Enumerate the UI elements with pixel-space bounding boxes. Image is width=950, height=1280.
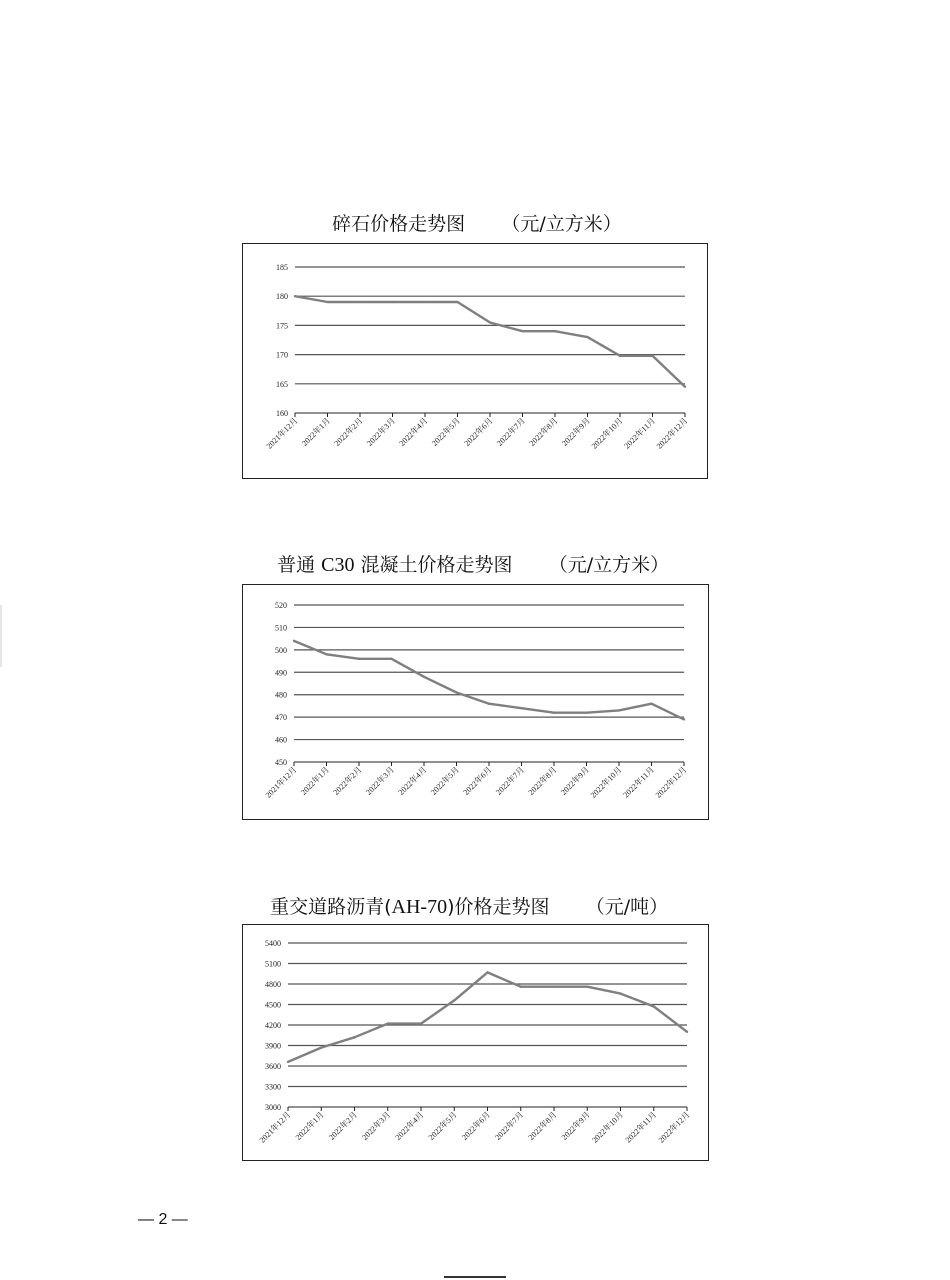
chart2-y-tick-label: 510 — [275, 623, 287, 633]
chart3-x-tick-label: 2021年12月 — [257, 1110, 293, 1145]
chart2-x-tick-label: 2022年6月 — [461, 765, 494, 797]
chart2-x-tick-label: 2022年5月 — [429, 765, 461, 797]
chart3-data-point — [320, 1046, 322, 1048]
chart3-y-tick-label: 3600 — [265, 1062, 281, 1071]
chart3-title — [258, 871, 668, 919]
chart2-data-point — [683, 718, 685, 720]
chart2-y-tick-label: 450 — [275, 758, 287, 767]
chart2-data-point — [455, 691, 457, 693]
chart3-x-tick-label: 2022年4月 — [393, 1110, 426, 1142]
chart3-x-tick-label: 2022年6月 — [460, 1110, 492, 1142]
chart1-frame — [242, 243, 708, 479]
scan-mark — [444, 1276, 506, 1278]
chart1-series-line — [295, 296, 685, 387]
chart1-x-tick-label: 2022年7月 — [495, 416, 527, 448]
chart3-y-tick-label: 3000 — [265, 1103, 281, 1112]
chart2-title — [265, 529, 669, 577]
chart2-y-tick-label: 460 — [275, 735, 287, 745]
chart2-data-point — [520, 707, 522, 709]
chart3-y-tick-label: 3900 — [265, 1041, 281, 1051]
chart1-data-point — [489, 321, 491, 323]
chart1-data-point — [326, 301, 328, 303]
chart2-y-tick-label: 490 — [275, 668, 287, 678]
chart1-data-point — [554, 330, 556, 332]
chart1-data-point — [294, 295, 296, 297]
chart3-y-tick-label: 4200 — [265, 1021, 281, 1030]
chart2-title-text: 普通 C30 混凝土价格走势图 — [277, 554, 513, 576]
chart3-x-tick-label: 2022年7月 — [493, 1110, 526, 1142]
chart3-data-point — [653, 1005, 655, 1007]
chart1-data-point — [684, 386, 686, 388]
chart1-x-tick-label: 2022年4月 — [397, 416, 430, 448]
chart1-data-point — [619, 355, 621, 357]
chart2-x-tick-label: 2022年8月 — [526, 765, 559, 797]
chart3-frame — [242, 924, 709, 1161]
chart3-y-tick-label: 4800 — [265, 980, 281, 989]
chart2-y-tick-label: 470 — [275, 713, 287, 723]
chart2-data-point — [553, 711, 555, 713]
chart2-x-tick-label: 2022年7月 — [494, 765, 526, 797]
chart3-x-tick-label: 2022年5月 — [426, 1110, 459, 1142]
chart2-data-point — [325, 653, 327, 655]
chart2-data-point — [358, 658, 360, 660]
chart2-x-tick-label: 2022年3月 — [364, 765, 396, 797]
chart1-data-point — [359, 301, 361, 303]
page-number: — 2 — — [138, 1211, 188, 1228]
chart2-x-tick-label: 2022年1月 — [299, 765, 331, 797]
chart2-unit: （元/立方米） — [548, 554, 670, 576]
chart2-series-line — [294, 641, 684, 720]
chart2-frame — [242, 584, 709, 820]
chart2-x-tick-label: 2022年12月 — [653, 765, 689, 800]
chart3-title-gap — [549, 896, 585, 918]
chart3-x-tick-label: 2022年11月 — [623, 1110, 659, 1145]
chart1-y-tick-label: 160 — [276, 409, 288, 418]
chart1-y-tick-label: 175 — [276, 321, 288, 331]
chart3-data-point — [486, 971, 488, 973]
chart1-y-tick-label: 170 — [276, 350, 288, 360]
chart3-x-tick-label: 2022年3月 — [360, 1110, 393, 1142]
chart2-x-tick-label: 2022年2月 — [331, 765, 364, 797]
chart2-data-point — [390, 658, 392, 660]
chart2-y-tick-label: 480 — [275, 690, 287, 700]
chart3-data-point — [553, 986, 555, 988]
chart1-y-tick-label: 185 — [276, 263, 288, 272]
chart2-x-tick-label: 2022年9月 — [559, 765, 591, 797]
chart3-x-tick-label: 2022年2月 — [327, 1110, 359, 1142]
chart3-data-point — [619, 992, 621, 994]
chart3-y-tick-label: 5100 — [265, 959, 281, 969]
chart1-unit: （元/立方米） — [501, 213, 622, 235]
chart1-y-tick-label: 180 — [276, 292, 288, 302]
chart3-x-tick-label: 2022年8月 — [526, 1110, 559, 1142]
chart3-data-point — [586, 986, 588, 988]
chart1-x-tick-label: 2022年6月 — [462, 416, 495, 448]
chart3-x-tick-label: 2022年10月 — [590, 1110, 625, 1145]
chart1-x-tick-label: 2022年8月 — [527, 416, 560, 448]
chart1-data-point — [521, 330, 523, 332]
chart1-data-point — [391, 301, 393, 303]
chart2-x-tick-label: 2022年11月 — [621, 765, 656, 800]
chart1-x-tick-label: 2021年12月 — [264, 416, 300, 451]
chart3-data-point — [353, 1036, 355, 1038]
chart3-y-tick-label: 4500 — [265, 1000, 281, 1010]
chart1-x-tick-label: 2022年11月 — [622, 416, 657, 451]
chart1-x-tick-label: 2022年1月 — [300, 416, 332, 448]
chart3-data-point — [420, 1022, 422, 1024]
chart2-plot — [243, 585, 710, 821]
chart2-data-point — [423, 676, 425, 678]
chart3-y-tick-label: 3300 — [265, 1082, 281, 1092]
chart3-x-tick-label: 2022年1月 — [293, 1110, 326, 1142]
chart3-data-point — [453, 999, 455, 1001]
chart2-data-point — [293, 640, 295, 642]
chart3-plot — [243, 925, 710, 1162]
chart1-x-tick-label: 2022年10月 — [589, 416, 625, 451]
chart1-data-point — [586, 336, 588, 338]
chart1-x-tick-label: 2022年3月 — [365, 416, 397, 448]
chart3-data-point — [387, 1022, 389, 1024]
chart2-x-tick-label: 2022年4月 — [396, 765, 429, 797]
chart2-data-point — [618, 709, 620, 711]
chart1-title — [320, 188, 622, 236]
chart2-x-tick-label: 2022年10月 — [588, 765, 624, 800]
chart2-y-tick-label: 520 — [275, 601, 287, 610]
chart3-unit: （元/吨） — [585, 896, 669, 918]
chart3-data-point — [686, 1031, 688, 1033]
chart3-x-tick-label: 2022年12月 — [656, 1110, 692, 1145]
chart3-y-tick-label: 5400 — [265, 939, 281, 948]
chart1-data-point — [424, 301, 426, 303]
chart2-y-tick-label: 500 — [275, 645, 287, 655]
chart2-data-point — [585, 711, 587, 713]
chart1-plot — [243, 244, 709, 480]
chart3-data-point — [287, 1061, 289, 1063]
chart1-x-tick-label: 2022年2月 — [332, 416, 365, 448]
chart1-y-tick-label: 165 — [276, 379, 288, 389]
chart3-series-line — [288, 972, 687, 1062]
chart1-title-text: 碎石价格走势图 — [332, 213, 466, 235]
chart2-title-gap — [513, 554, 549, 576]
chart1-data-point — [456, 301, 458, 303]
chart1-x-tick-label: 2022年9月 — [560, 416, 592, 448]
chart2-x-tick-label: 2021年12月 — [263, 765, 299, 800]
chart1-title-gap — [465, 213, 501, 235]
chart3-data-point — [520, 986, 522, 988]
chart1-x-tick-label: 2022年12月 — [654, 416, 690, 451]
chart3-title-text: 重交道路沥青(AH-70)价格走势图 — [270, 896, 550, 918]
edge-mark — [0, 605, 2, 667]
chart2-data-point — [488, 702, 490, 704]
chart2-data-point — [650, 702, 652, 704]
chart1-data-point — [651, 355, 653, 357]
chart1-x-tick-label: 2022年5月 — [430, 416, 462, 448]
chart3-x-tick-label: 2022年9月 — [559, 1110, 592, 1142]
